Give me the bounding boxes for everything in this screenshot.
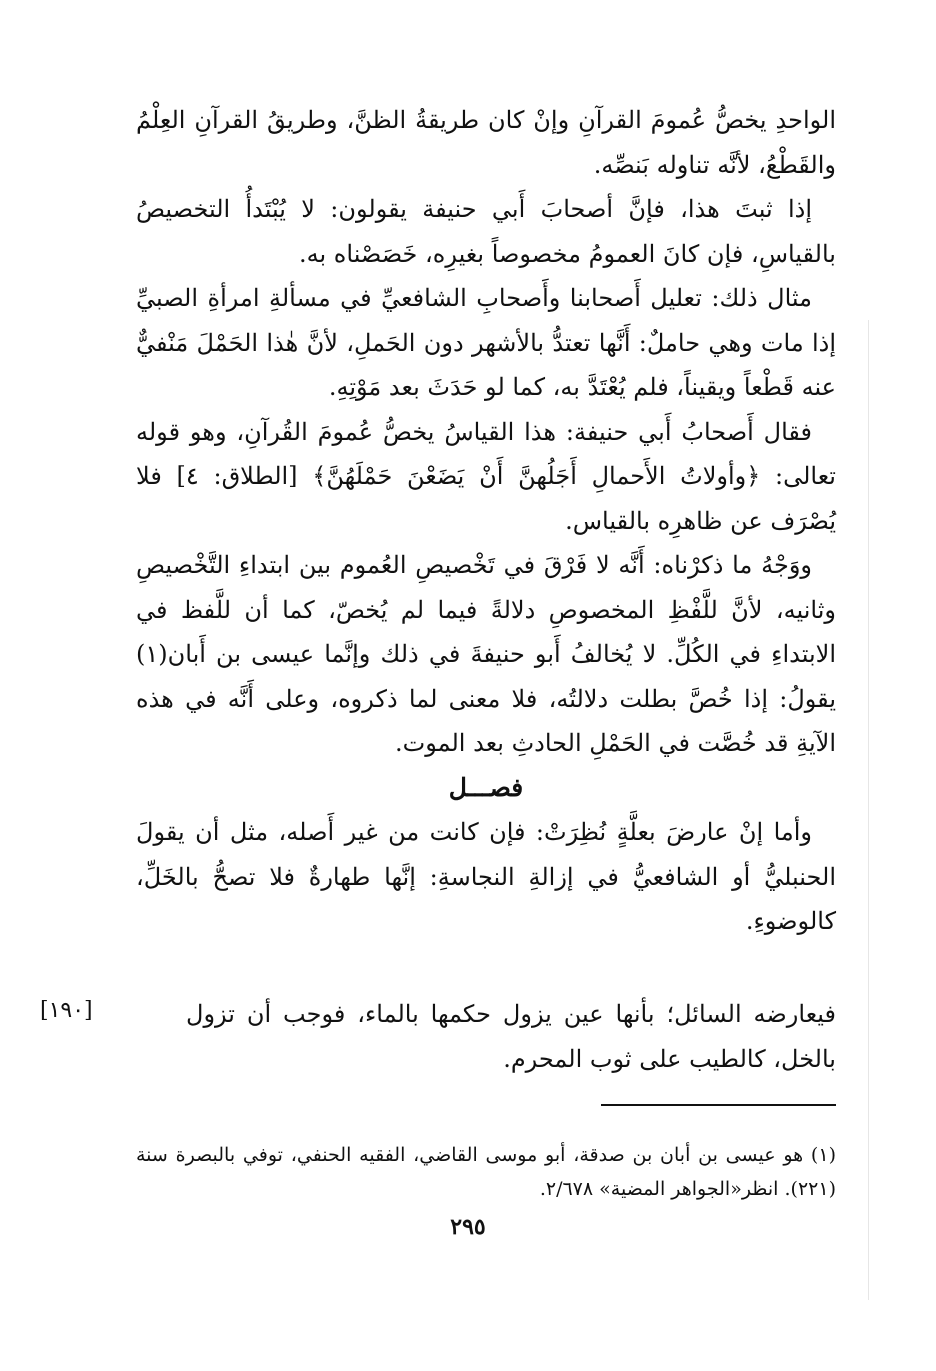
paragraph-4: فقال أَصحابُ أَبي حنيفة: هذا القياسُ يخصُّ عُمومَ القُرآنِ، وهو قوله تعالى: ﴿وأولاتُ الأَحمالِ أَجَلُهنَّ أَنْ يَضَعْنَ حَمْلَهُنَّ﴾ [الطلاق: ٤] فلا يُصْرَف عن ظاهرِه بالقياس. (136, 417, 836, 535)
footnote: (١) هو عيسى بن أبان بن صدقة، أبو موسى القاضي، الفقيه الحنفي، توفي بالبصرة سنة (٢٢١). انظر«الجواهر المضية» ٢/٦٧٨. (136, 1144, 836, 1200)
paragraph-7: فيعارضه السائل؛ بأنها عين يزول حكمها بالماء، فوجب أن تزول بالخل، كالطيب على ثوب المحرم. (186, 1000, 836, 1073)
page-edge-shadow (868, 320, 869, 1300)
paragraph-1: الواحدِ يخصُّ عُمومَ القرآنِ وإنْ كان طريقةُ الظنَّ، وطريقُ القرآنِ العِلْمُ والقَطْعُ، لأنَّه تناوله بَنصِّه. (136, 106, 836, 179)
paragraph-5: ووَجْهُ ما ذكرْناه: أَنَّه لا فَرْقَ في تَخْصيصِ العُموم بين ابتداءِ التَّخْصيصِ وثانيه، لأنَّ للَّفْظِ المخصوصِ دلالةً فيما لم يُخصّ، كما أن للَّفظ في الابتداءِ في الكُلِّ. لا يُخالفُ أَبو حنيفةَ في ذلك وإنَّما عيسى بن أَبان(١) يقولُ: إذا خُصَّ بطلت دلالتُه، فلا معنى لما ذكروه، وعلى أَنَّه في هذه الآيةِ قد خُصَّت في الحَمْلِ الحادثِ بعد الموت. (136, 551, 836, 757)
manuscript-folio-reference: [١٩٠] (40, 998, 93, 1023)
paragraph-6: وأما إنْ عارضَ بعلَّةٍ نُظِرَتْ: فإن كانت من غير أَصله، مثل أن يقولَ الحنبليُّ أو الشافعيُّ في إزالةِ النجاسةِ: إنَّها طهارةٌ فلا تصحُّ بالخَلِّ، كالوضوءِ. (136, 818, 836, 935)
footnote-separator (601, 1104, 836, 1106)
paragraph-2: إذا ثبتَ هذا، فإنَّ أصحابَ أَبي حنيفة يقولون: لا يُبْتَدأُ التخصيصُ بالقياسِ، فإن كانَ العمومُ مخصوصاً بغيرِه، خَصَصْناه به. (136, 195, 836, 268)
page-number: ٢٩٥ (450, 1214, 486, 1240)
section-heading: فصـــل (448, 772, 524, 802)
paragraph-3: مثال ذلك: تعليل أَصحابنا وأَصحابِ الشافعيِّ في مسألةِ امرأةِ الصبيِّ إذا مات وهي حاملٌ: أَنَّها تعتدُّ بالأشهر دون الحَملِ، لأنَّ هٰذا الحَمْلَ مَنْفيٌّ عنه قَطْعاً ويقيناً، فلم يُعْتَدَّ به، كما لو حَدَثَ بعد مَوْتِهِ. (136, 284, 836, 401)
main-text (136, 98, 836, 944)
